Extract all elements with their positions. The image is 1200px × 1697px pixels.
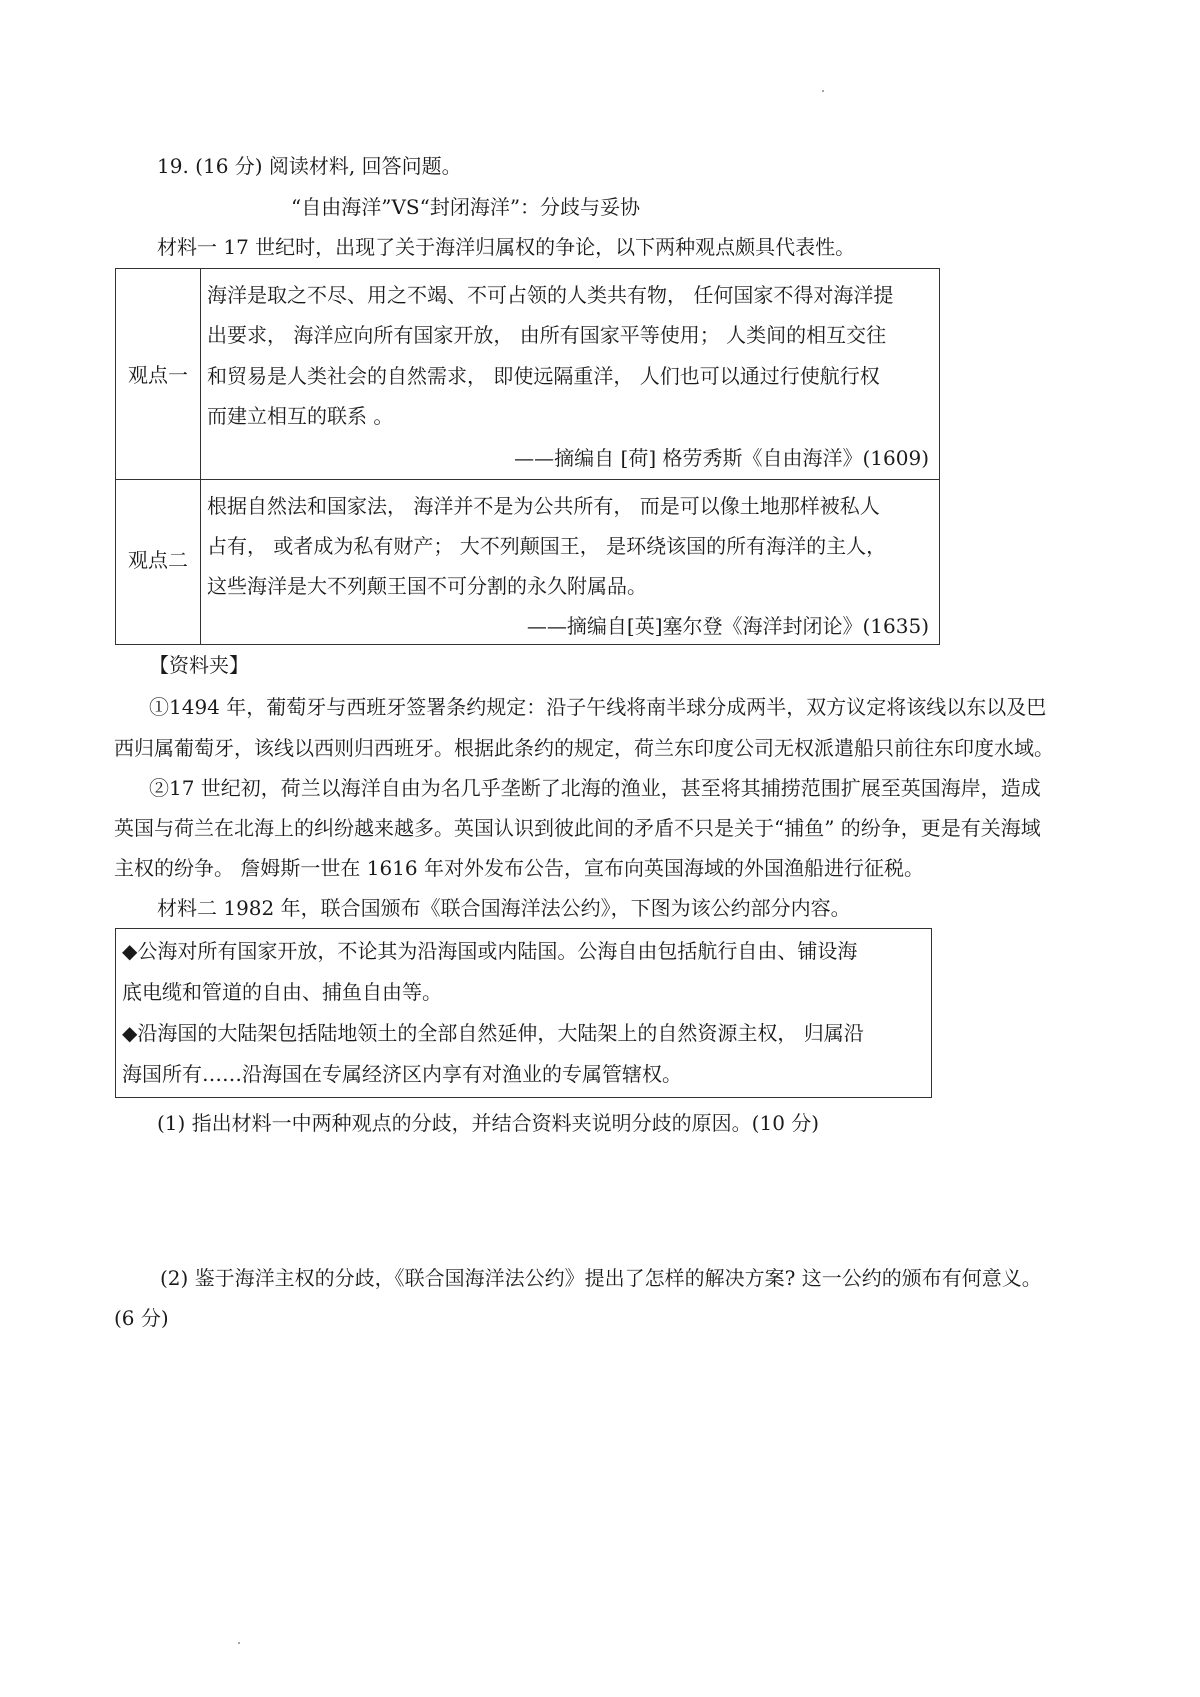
scan-speck-bottom: [238, 1642, 240, 1644]
viewpoint-2-label: 观点二: [128, 548, 188, 572]
viewpoint-1-line: 和贸易是人类社会的自然需求， 即使远隔重洋， 人们也可以通过行使航行权: [207, 364, 880, 388]
convention-line: 海国所有……沿海国在专属经济区内享有对渔业的专属管辖权。: [122, 1062, 682, 1086]
viewpoint-2-line: 占有， 或者成为私有财产； 大不列颠国王， 是环绕该国的所有海洋的主人，: [207, 534, 887, 558]
material1-intro: 材料一 17 世纪时，出现了关于海洋归属权的争论，以下两种观点颇具代表性。: [157, 235, 856, 259]
folder-item-1-line: ①1494 年，葡萄牙与西班牙签署条约规定：沿子午线将南半球分成两半，双方议定将该线以东以及巴: [149, 695, 1047, 719]
material2-intro: 材料二 1982 年，联合国颁布《联合国海洋法公约》，下图为该公约部分内容。: [157, 896, 851, 920]
convention-line: 底电缆和管道的自由、捕鱼自由等。: [122, 980, 442, 1004]
folder-item-1-line: 西归属葡萄牙，该线以西则归西班牙。根据此条约的规定，荷兰东印度公司无权派遣船只前往东印度水域。: [114, 736, 1054, 760]
folder-item-2-line: ②17 世纪初，荷兰以海洋自由为名几乎垄断了北海的渔业，甚至将其捕捞范围扩展至英国海岸，造成: [149, 776, 1041, 800]
question-title: “自由海洋”VS“封闭海洋”：分歧与妥协: [291, 195, 641, 219]
convention-box: [115, 928, 932, 1098]
question-header: 19. (16 分) 阅读材料, 回答问题。: [157, 154, 462, 178]
viewpoint-1-line: 出要求， 海洋应向所有国家开放， 由所有国家平等使用； 人类间的相互交往: [207, 323, 887, 347]
convention-line: ◆沿海国的大陆架包括陆地领土的全部自然延伸，大陆架上的自然资源主权， 归属沿: [122, 1021, 864, 1045]
viewpoint-1-line: 海洋是取之不尽、用之不竭、不可占领的人类共有物， 任何国家不得对海洋提: [207, 283, 894, 307]
folder-item-2-line: 主权的纷争。 詹姆斯一世在 1616 年对外发布公告，宣布向英国海域的外国渔船进行征税。: [114, 856, 924, 880]
folder-item-2-line: 英国与荷兰在北海上的纠纷越来越多。英国认识到彼此间的矛盾不只是关于“捕鱼” 的纷争，更是有关海域: [114, 816, 1041, 840]
question-1: (1) 指出材料一中两种观点的分歧，并结合资料夹说明分歧的原因。(10 分): [157, 1111, 820, 1135]
scan-speck-top: [822, 90, 824, 92]
folder-title: 【资料夹】: [149, 653, 249, 677]
viewpoint-2-line: 这些海洋是大不列颠王国不可分割的永久附属品。: [207, 574, 647, 598]
viewpoint-1-line: 而建立相互的联系 。: [207, 404, 394, 428]
viewpoints-table: [115, 268, 940, 645]
viewpoint-2-line: 根据自然法和国家法， 海洋并不是为公共所有， 而是可以像土地那样被私人: [207, 494, 880, 518]
convention-line: ◆公海对所有国家开放，不论其为沿海国或内陆国。公海自由包括航行自由、铺设海: [122, 939, 858, 963]
table-column-divider: [200, 269, 201, 644]
table-row-divider: [116, 479, 939, 480]
question-2-line-2: (6 分): [114, 1306, 169, 1330]
viewpoint-2-source: ——摘编自[英]塞尔登《海洋封闭论》(1635): [526, 614, 929, 638]
viewpoint-1-source: ——摘编自 [荷] 格劳秀斯《自由海洋》(1609): [514, 446, 929, 470]
viewpoint-1-label: 观点一: [128, 363, 188, 387]
question-2-line-1: (2) 鉴于海洋主权的分歧，《联合国海洋法公约》提出了怎样的解决方案? 这一公约的颁布有何意义。: [160, 1266, 1042, 1290]
